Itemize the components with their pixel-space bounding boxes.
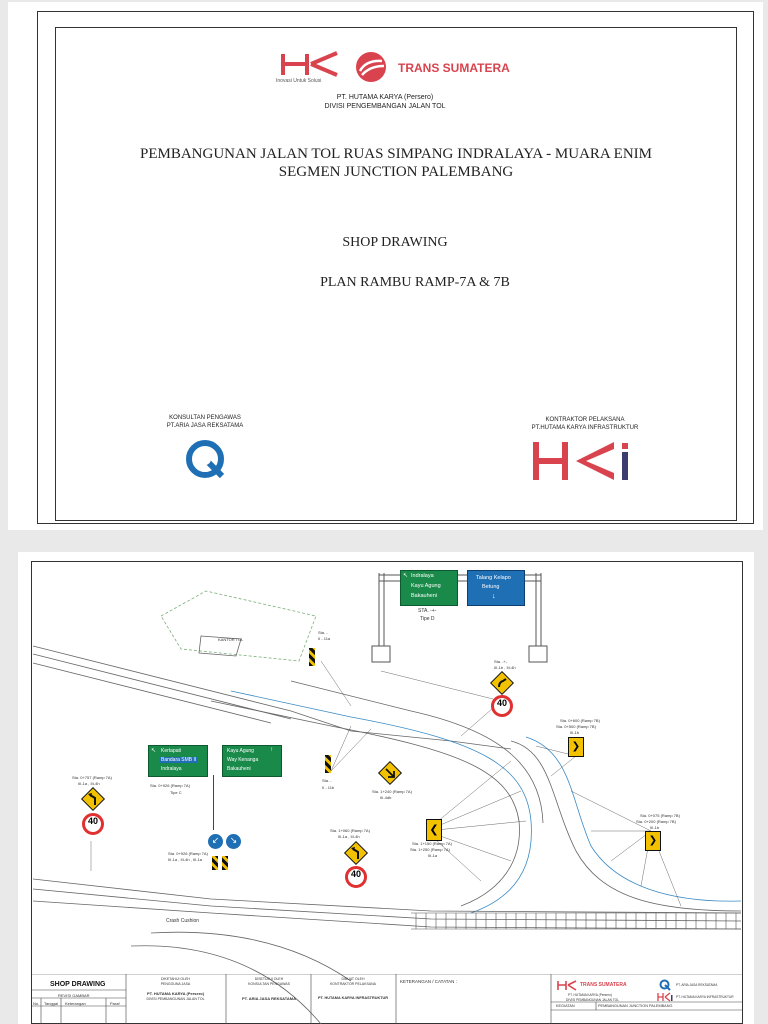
- arrow-down-icon: ↓: [492, 593, 496, 600]
- curve-warning-sign-icon: [490, 671, 514, 695]
- sta-600b: Sta. 0+500 (Ramp 7B): [556, 724, 596, 729]
- company-name: PT. HUTAMA KARYA (Persero): [336, 94, 434, 101]
- sta-757-code: III-1a , III-4h: [78, 781, 100, 786]
- disetujui-label: DISETUJUI OLEH: [254, 977, 284, 981]
- dibuat-label: DIBUAT OLEH: [341, 977, 365, 981]
- hki-mini-logo: [657, 992, 673, 1002]
- keterangan-label: KETERANGAN / CATATAN :: [400, 979, 457, 984]
- trans-sumatera-brand: TRANS SUMATERA: [398, 61, 510, 75]
- curve-left-warning-sign-icon: [343, 840, 369, 866]
- hk-mini-division: DIVISI PEMBANGUNAN JALAN TOL: [566, 998, 619, 1002]
- delineator-post: [212, 856, 218, 870]
- hki-mini-name: PT. HUTAMA KARYA INFRASTRUKTUR: [676, 995, 734, 999]
- aria-mini-logo: [659, 979, 671, 991]
- sign-left-line2: Bandara SMB II: [161, 757, 197, 763]
- sign-right-line3: Bakauheni: [227, 766, 251, 772]
- sta-1150-code: III-1a: [428, 853, 438, 858]
- toll-office-label: KANTOR TOL: [218, 637, 244, 642]
- consultant-role: KONSULTAN PENGAWAS: [169, 415, 241, 421]
- sta-mid-left-code: II - 11b: [322, 785, 335, 790]
- arrow-up-icon: ↑: [270, 747, 273, 753]
- gantry-type: Tipe D: [420, 616, 435, 622]
- delineator-post: [222, 856, 228, 870]
- project-title-line1: PEMBANGUNAN JALAN TOL RUAS SIMPANG INDRALAYA - MUARA ENIM: [139, 146, 652, 162]
- hk-mini-logo: [557, 980, 577, 992]
- hk-mini-company: PT. HUTAMA KARYA (Persero): [568, 993, 612, 997]
- plan-title: PLAN RAMBU RAMP-7A & 7B: [320, 275, 510, 290]
- sta-926b: Sta. 0+926 (Ramp 7A): [168, 851, 208, 856]
- keep-left-sign-icon: ↙: [208, 834, 223, 849]
- chevron-right-sign-icon: ❯: [568, 737, 584, 757]
- sta-757: Sta. 0+757 (Ramp 7A): [72, 775, 112, 780]
- sign-left-line1: Kertapati: [161, 748, 182, 754]
- contractor-role: KONTRAKTOR PELAKSANA: [545, 417, 625, 423]
- kegiatan-label: KEGIATAN: [556, 1004, 575, 1008]
- diketahui-division: DIVISI PEMBANGUNAN JALAN TOL: [146, 997, 205, 1001]
- delineator-post: [309, 648, 315, 666]
- sign-right-line2: Way Kenanga: [227, 757, 259, 763]
- arrow-up-left-icon: ↖: [403, 573, 409, 579]
- diketahui-label: DIKETAHUI OLEH: [161, 977, 190, 981]
- sta-600-code: III-1b: [570, 730, 580, 735]
- sta-600: Sta. 0+600 (Ramp 7B): [560, 718, 600, 723]
- gantry-left-line2: Kayu Agung: [411, 583, 441, 589]
- speed-limit-sign: 40: [345, 866, 367, 888]
- dibuat-name: PT. HUTAMA KARYA INFRASTRUKTUR: [317, 996, 389, 1000]
- chevron-left-sign-icon: ❮: [426, 819, 442, 841]
- sta-1150: Sta. 1+150 (Ramp 7A): [412, 841, 452, 846]
- sta-top-right-code: III-1b , III-4h: [494, 665, 516, 670]
- sta-075-code: III-1b: [650, 825, 660, 830]
- sta-top-left: Sta. -: [318, 630, 328, 635]
- sta-1150b: Sta. 1+250 (Ramp 7A): [410, 847, 450, 852]
- diketahui-name: PT. HUTAMA KARYA (Persero): [146, 991, 205, 996]
- document-type: SHOP DRAWING: [342, 235, 448, 250]
- sta-926b-code: III-1a , III-4h , III-1a: [168, 857, 203, 862]
- sta-1060: Sta. 1+060 (Ramp 7A): [330, 828, 370, 833]
- delineator-post: [325, 755, 331, 773]
- direction-sign-left: [148, 745, 208, 777]
- gantry-left-line3: Bakauheni: [411, 593, 437, 599]
- hk-tagline: Inovasi Untuk Solusi: [276, 78, 322, 84]
- sign-right-line1: Kayu Agung: [227, 748, 254, 754]
- gantry-sign-left: [400, 570, 458, 606]
- curve-left-warning-sign-icon: [80, 786, 106, 812]
- consultant-name: PT.ARIA JASA REKSATAMA: [166, 423, 244, 429]
- sta-mid-left: Sta. -: [322, 778, 332, 783]
- col-keterangan: Keterangan: [65, 1001, 86, 1006]
- sta-075b: Sta. 0+200 (Ramp 7B): [636, 819, 676, 824]
- sta-1c: Sta. 1+240 (Ramp 7A): [372, 789, 412, 794]
- crash-cushion-label: Crash Cushion: [166, 918, 200, 924]
- keep-right-sign-icon: ↘: [226, 834, 241, 849]
- chevron-right-sign-icon: ❯: [645, 831, 661, 851]
- hki-logo: [532, 440, 634, 484]
- division-name: DIVISI PENGEMBANGAN JALAN TOL: [324, 103, 446, 110]
- cover-inner-border: [55, 27, 737, 521]
- gantry-sta: STA. -+-: [418, 608, 437, 614]
- disetujui-name: PT. ARIA JASA REKSATAMA: [241, 996, 297, 1001]
- col-no: No.: [33, 1001, 40, 1006]
- arrow-up-left-icon: ↖: [151, 748, 157, 754]
- dibuat-sub: KONTRAKTOR PELAKSANA: [329, 982, 377, 986]
- sta-075: Sta. 0+075 (Ramp 7B): [640, 813, 680, 818]
- sta-1060-code: III-1a , III-4h: [338, 834, 360, 839]
- speed-limit-sign: 40: [491, 695, 513, 717]
- kegiatan-value: PEMBANGUNAN JUNCTION PALEMBANG: [598, 1004, 673, 1008]
- curve-warning-sign-icon: [377, 760, 403, 786]
- aria-mini-name: PT. ARIA JASA REKSATAMA: [676, 983, 718, 987]
- ts-mini-brand: TRANS SUMATERA: [580, 982, 627, 988]
- col-paraf: Paraf: [110, 1001, 120, 1006]
- col-tanggal: Tanggal: [44, 1001, 59, 1006]
- trans-sumatera-logo-icon: [354, 51, 392, 83]
- contractor-name: PT.HUTAMA KARYA INFRASTRUKTUR: [531, 425, 639, 431]
- hki-logo-text: [520, 480, 522, 481]
- aria-jasa-logo: [186, 440, 226, 480]
- sign-left-line3: Indralaya: [161, 766, 182, 772]
- sta-sign-c: Sta. 0+926 (Ramp 7A): [150, 783, 190, 788]
- gantry-right-line1: Talang Kelapo: [476, 575, 511, 581]
- sta-top-left-code: II - 11a: [318, 636, 331, 641]
- disetujui-sub: KONSULTAN PENGAWAS: [248, 982, 290, 986]
- direction-sign-right: [222, 745, 282, 777]
- type-c: Tipe C: [170, 790, 182, 795]
- revisi-gambar: REVISI GAMBAR: [58, 993, 90, 998]
- speed-limit-sign: 40: [82, 813, 104, 835]
- gantry-sign-right: [467, 570, 525, 606]
- sign-post: [213, 775, 214, 830]
- sta-1c-code: III-4db: [380, 795, 392, 800]
- gantry-left-line1: Indralaya: [411, 573, 434, 579]
- project-title-line2: SEGMEN JUNCTION PALEMBANG: [278, 164, 514, 180]
- diketahui-sub: PENGGUNA JASA: [160, 982, 191, 986]
- title-block-shop-drawing: SHOP DRAWING: [50, 981, 106, 988]
- sta-top-right: Sta. -+-: [494, 659, 508, 664]
- gantry-right-line2: Betung: [482, 584, 500, 590]
